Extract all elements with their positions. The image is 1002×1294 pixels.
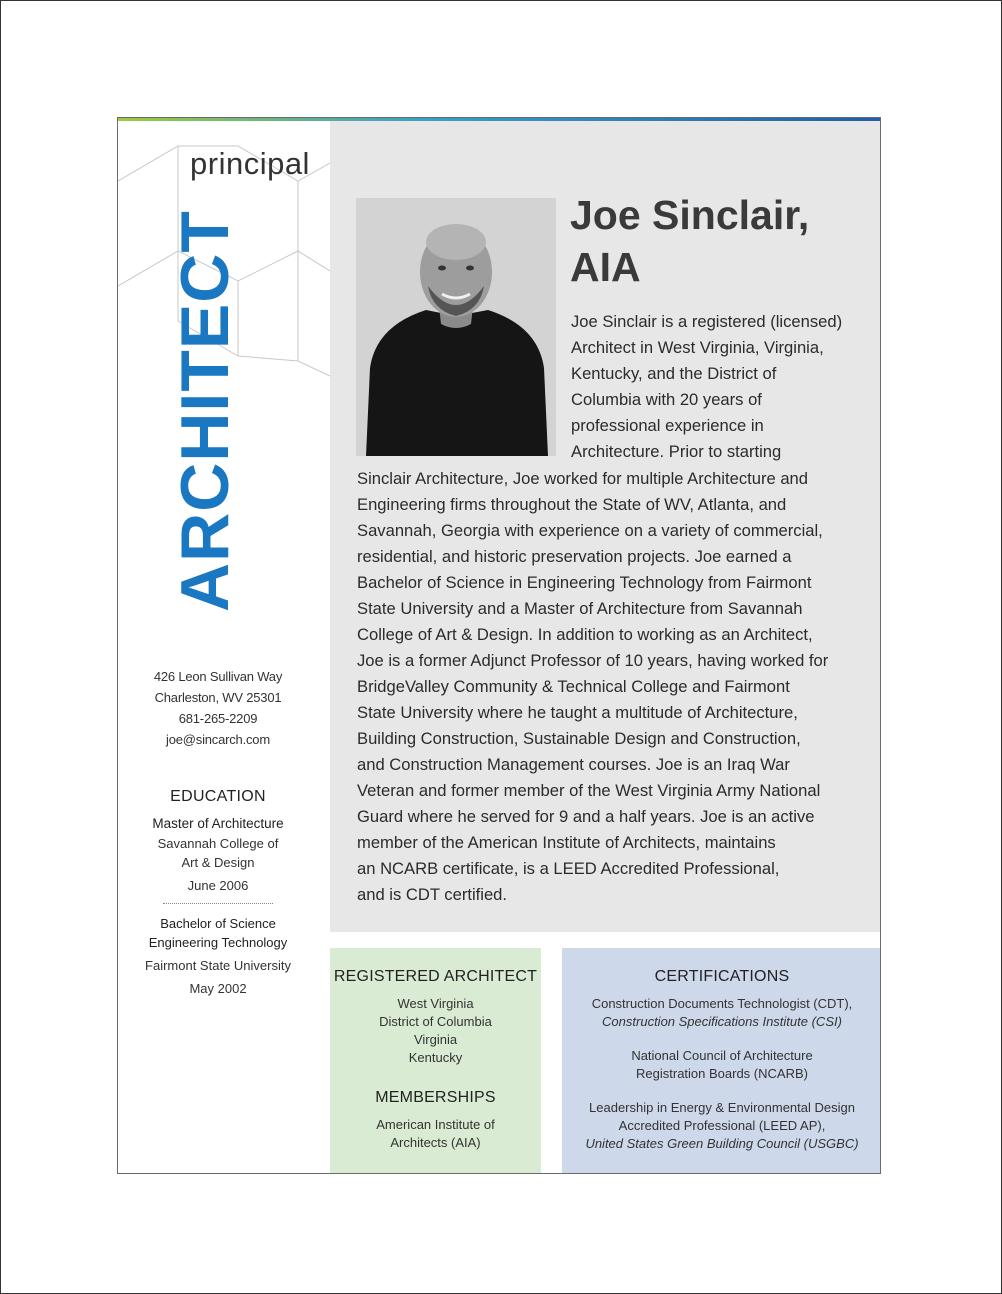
profile-name-line2: AIA xyxy=(570,244,641,290)
bio-line: Joe Sinclair is a registered (licensed) xyxy=(571,312,843,331)
bio-line: Engineering firms throughout the State of WV, Atlanta, and xyxy=(357,495,787,514)
registered-state: Kentucky xyxy=(408,1050,463,1065)
left-column xyxy=(118,666,318,998)
bio-line: Sinclair Architecture, Joe worked for multiple Architecture and xyxy=(357,469,809,488)
bio-line: Architecture. Prior to starting xyxy=(571,442,782,461)
contact-block xyxy=(118,666,318,750)
certification-ncarb xyxy=(562,1047,881,1083)
bio-line: residential, and historic preservation projects. Joe earned a xyxy=(357,547,792,566)
certification-leed-line1: Leadership in Energy & Environmental Design xyxy=(589,1100,855,1115)
bio-line: Architect in West Virginia, Virginia, xyxy=(571,338,824,357)
bio-line: Building Construction, Sustainable Design and Construction, xyxy=(357,729,801,748)
resume-sheet xyxy=(117,117,881,1174)
certification-ncarb-line1: National Council of Architecture xyxy=(631,1048,813,1063)
profile-name xyxy=(570,189,809,293)
certification-cdt xyxy=(562,995,881,1031)
contact-phone[interactable]: 681-265-2209 xyxy=(178,711,258,726)
education-school-1-line2: Art & Design xyxy=(181,855,255,870)
bio-line: College of Art & Design. In addition to working as an Architect, xyxy=(357,625,813,644)
bio-line: Joe is a former Adjunct Professor of 10 years, having worked for xyxy=(357,651,829,670)
bio-panel xyxy=(330,121,881,932)
education-school-2: Fairmont State University xyxy=(145,958,291,973)
certifications-heading: CERTIFICATIONS xyxy=(654,968,790,985)
education-divider xyxy=(163,903,273,904)
memberships-heading: MEMBERSHIPS xyxy=(375,1089,496,1106)
registered-architect-heading: REGISTERED ARCHITECT xyxy=(333,968,538,985)
bio-line: State University where he taught a multitude of Architecture, xyxy=(357,703,798,722)
certification-ncarb-line2: Registration Boards (NCARB) xyxy=(636,1066,808,1081)
certification-cdt-line1: Construction Documents Technologist (CDT), xyxy=(591,996,853,1011)
bio-line: and Construction Management courses. Joe is an Iraq War xyxy=(357,755,790,774)
bio-line: Bachelor of Science in Engineering Technology from Fairmont xyxy=(357,573,812,592)
education-date-1: June 2006 xyxy=(187,878,249,893)
principal-title: principal xyxy=(190,146,310,181)
membership-line2: Architects (AIA) xyxy=(390,1135,481,1150)
registered-state: Virginia xyxy=(413,1032,458,1047)
membership-line1: American Institute of xyxy=(376,1117,495,1132)
education-heading: EDUCATION xyxy=(170,788,266,805)
certification-cdt-line2: Construction Specifications Institute (CSI) xyxy=(602,1014,842,1029)
bio-line: BridgeValley Community & Technical College and Fairmont xyxy=(357,677,790,696)
profile-name-line1: Joe Sinclair, xyxy=(570,192,810,238)
contact-city: Charleston, WV 25301 xyxy=(154,690,282,705)
registered-state: West Virginia xyxy=(397,996,474,1011)
architect-title: ARCHITECT xyxy=(167,210,243,612)
certification-leed xyxy=(562,1099,881,1153)
registered-state: District of Columbia xyxy=(379,1014,492,1029)
portrait-illustration xyxy=(356,198,556,456)
education-degree-2-line1: Bachelor of Science xyxy=(160,916,276,931)
education-date-2: May 2002 xyxy=(189,981,247,996)
bio-line: Savannah, Georgia with experience on a variety of commercial, xyxy=(357,521,823,540)
bio-line: Guard where he served for 9 and a half years. Joe is an active xyxy=(357,807,815,826)
registered-states-list xyxy=(330,995,541,1067)
bio-line: Veteran and former member of the West Virginia Army National xyxy=(357,781,821,800)
education-degree-1: Master of Architecture xyxy=(152,816,284,831)
bio-line: and is CDT certified. xyxy=(357,885,508,904)
memberships-list xyxy=(330,1116,541,1152)
bio-line: Columbia with 20 years of xyxy=(571,390,762,409)
certification-leed-line3: United States Green Building Council (USGBC) xyxy=(585,1136,859,1151)
certification-leed-line2: Accredited Professional (LEED AP), xyxy=(618,1118,826,1133)
registration-box xyxy=(330,948,541,1174)
bio-line: member of the American Institute of Architects, maintains xyxy=(357,833,776,852)
portrait-photo xyxy=(356,198,556,456)
contact-address: 426 Leon Sullivan Way xyxy=(153,669,283,684)
bio-line: State University and a Master of Architecture from Savannah xyxy=(357,599,803,618)
bio-line: professional experience in xyxy=(571,416,764,435)
contact-email[interactable]: joe@sincarch.com xyxy=(166,732,270,747)
certifications-box xyxy=(562,948,881,1174)
bio-line: an NCARB certificate, is a LEED Accredited Professional, xyxy=(357,859,780,878)
education-school-1-line1: Savannah College of xyxy=(157,836,279,851)
education-degree-2-line2: Engineering Technology xyxy=(148,935,288,950)
bio-line: Kentucky, and the District of xyxy=(571,364,777,383)
